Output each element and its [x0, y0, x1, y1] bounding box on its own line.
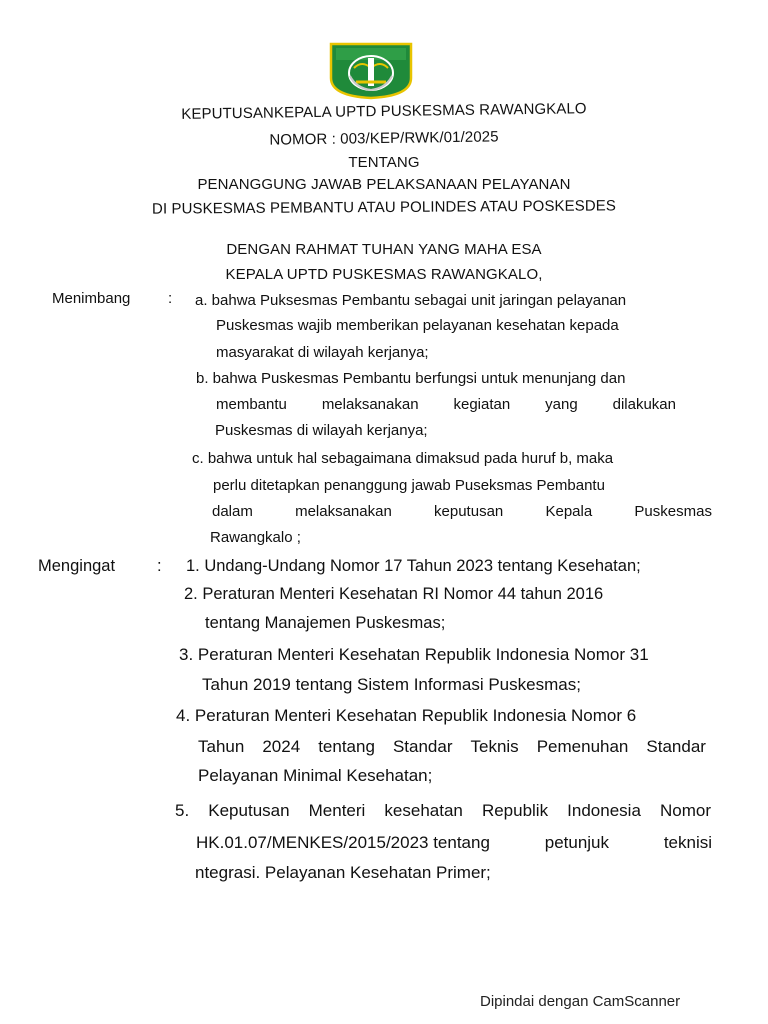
menimbang-label: Menimbang — [52, 290, 131, 307]
menimbang-b-line1: b. bahwa Puskesmas Pembantu berfungsi untuk menunjang dan — [196, 370, 626, 387]
word: 5. — [175, 801, 190, 820]
decree-number: NOMOR : 003/KEP/RWK/01/2025 — [269, 128, 499, 149]
mengingat-item2-line2: tentang Manajemen Puskesmas; — [205, 614, 446, 632]
word: yang — [545, 396, 578, 413]
word: kesehatan — [384, 801, 463, 820]
word: Indonesia — [567, 801, 641, 820]
menimbang-c-line4: Rawangkalo ; — [210, 529, 301, 546]
word: Keputusan — [208, 801, 290, 820]
menimbang-colon: : — [168, 290, 173, 307]
word: Standar — [646, 737, 706, 756]
word: melaksanakan — [295, 503, 392, 520]
menimbang-a-line3: masyarakat di wilayah kerjanya; — [216, 344, 429, 361]
mengingat-item4-line1: 4. Peraturan Menteri Kesehatan Republik Indonesia Nomor 6 — [176, 706, 637, 725]
mengingat-item5-line1 — [175, 801, 711, 821]
menimbang-a-line2: Puskesmas wajib memberikan pelayanan kesehatan kepada — [216, 317, 619, 334]
mengingat-item4-line2 — [198, 737, 706, 757]
menimbang-c-line1: c. bahwa untuk hal sebagaimana dimaksud pada huruf b, maka — [192, 450, 614, 467]
word: keputusan — [434, 503, 504, 520]
mengingat-item1: 1. Undang-Undang Nomor 17 Tahun 2023 tentang Kesehatan; — [186, 557, 641, 575]
invocation: DENGAN RAHMAT TUHAN YANG MAHA ESA — [226, 241, 542, 258]
word: Nomor — [659, 801, 711, 820]
menimbang-c-line3 — [212, 503, 712, 520]
menimbang-c-line2: perlu ditetapkan penanggung jawab Puseksmas Pembantu — [213, 477, 605, 494]
mengingat-label: Mengingat — [38, 557, 116, 575]
emblem-logo — [326, 38, 416, 100]
mengingat-item5-line2 — [196, 833, 712, 853]
word: Teknis — [470, 737, 519, 756]
issuer-line: KEPALA UPTD PUSKESMAS RAWANGKALO, — [225, 266, 543, 283]
word: Puskesmas — [634, 503, 712, 520]
word: Standar — [392, 737, 453, 756]
word: HK.01.07/MENKES/2015/2023 tentang — [196, 833, 490, 852]
scanner-watermark: Dipindai dengan CamScanner — [480, 993, 681, 1010]
menimbang-a-line1: a. bahwa Puksesmas Pembantu sebagai unit jaringan pelayanan — [195, 292, 627, 309]
subject-line1: PENANGGUNG JAWAB PELAKSANAAN PELAYANAN — [197, 176, 571, 193]
mengingat-colon: : — [157, 557, 162, 575]
mengingat-item3-line2: Tahun 2019 tentang Sistem Informasi Puskesmas; — [202, 675, 581, 694]
menimbang-b-line2 — [216, 396, 676, 413]
mengingat-item5-line3: ntegrasi. Pelayanan Kesehatan Primer; — [195, 863, 491, 882]
word: Republik — [481, 801, 549, 820]
subject-line2: DI PUSKESMAS PEMBANTU ATAU POLINDES ATAU POSKESDES — [151, 197, 617, 218]
word: 2024 — [262, 737, 301, 756]
word: dalam — [212, 503, 253, 520]
decree-title: KEPUTUSANKEPALA UPTD PUSKESMAS RAWANGKALO — [181, 100, 587, 123]
word: kegiatan — [453, 396, 511, 413]
mengingat-item2-line1: 2. Peraturan Menteri Kesehatan RI Nomor 44 tahun 2016 — [184, 585, 604, 603]
word: melaksanakan — [321, 396, 419, 413]
word: Pemenuhan — [536, 737, 629, 756]
word: Tahun — [198, 737, 245, 756]
word: teknisi — [663, 833, 712, 852]
word: petunjuk — [544, 833, 610, 852]
mengingat-item4-line3: Pelayanan Minimal Kesehatan; — [198, 766, 433, 785]
menimbang-b-line3: Puskesmas di wilayah kerjanya; — [215, 422, 428, 439]
word: tentang — [318, 737, 375, 756]
word: membantu — [216, 396, 287, 413]
word: Menteri — [308, 801, 366, 820]
word: Kepala — [545, 503, 593, 520]
tentang-heading: TENTANG — [348, 154, 420, 171]
mengingat-item3-line1: 3. Peraturan Menteri Kesehatan Republik Indonesia Nomor 31 — [179, 645, 649, 664]
word: dilakukan — [612, 396, 676, 413]
